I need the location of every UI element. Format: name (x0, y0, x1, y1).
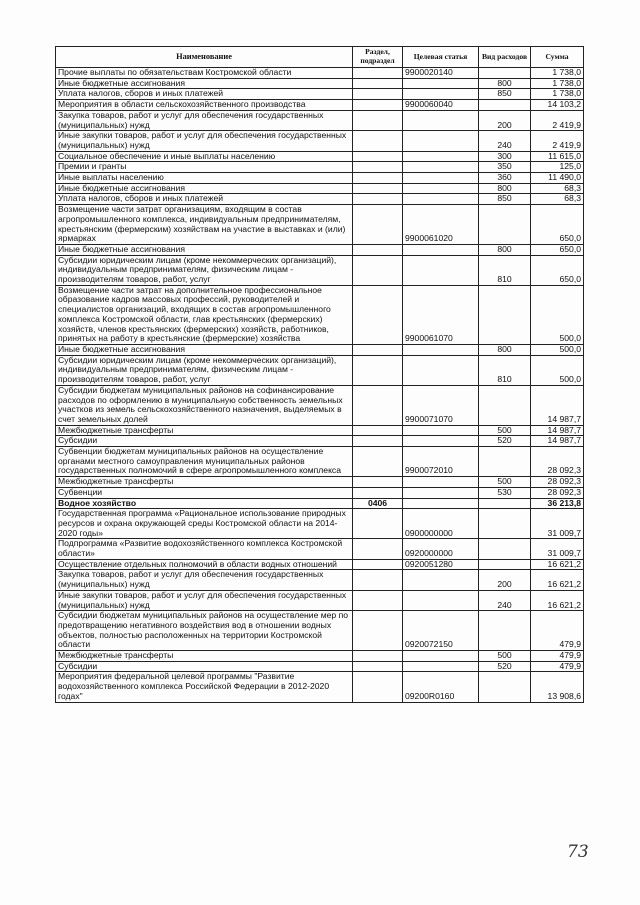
row-sum: 28 092,3 (531, 447, 584, 477)
table-row (56, 183, 584, 194)
row-section (353, 244, 403, 255)
table-row (56, 661, 584, 672)
table-row (56, 509, 584, 539)
row-expense-type: 810 (479, 355, 531, 385)
row-expense-type: 800 (479, 183, 531, 194)
row-name: Уплата налогов, сборов и иных платежей (56, 194, 353, 205)
row-sum: 479,9 (531, 611, 584, 651)
row-section (353, 89, 403, 100)
row-section (353, 570, 403, 590)
row-name: Межбюджетные трансферты (56, 477, 353, 488)
table-row (56, 559, 584, 570)
row-target (403, 131, 479, 151)
row-section (353, 651, 403, 662)
row-target (403, 425, 479, 436)
row-name: Субсидии (56, 661, 353, 672)
row-section (353, 183, 403, 194)
row-expense-type: 800 (479, 78, 531, 89)
row-section (353, 194, 403, 205)
row-section: 0406 (353, 498, 403, 509)
table-row (56, 436, 584, 447)
row-section (353, 78, 403, 89)
row-expense-type: 240 (479, 590, 531, 610)
table-row (56, 78, 584, 89)
table-row (56, 539, 584, 559)
row-expense-type: 240 (479, 131, 531, 151)
row-target (403, 661, 479, 672)
row-section (353, 611, 403, 651)
row-target (403, 183, 479, 194)
row-section (353, 344, 403, 355)
row-section (353, 436, 403, 447)
row-section (353, 559, 403, 570)
row-name: Иные закупки товаров, работ и услуг для обеспечения государственных (муниципальных) нужд (56, 131, 353, 151)
row-target (403, 89, 479, 100)
row-name: Социальное обеспечение и иные выплаты населению (56, 151, 353, 162)
row-name: Иные бюджетные ассигнования (56, 78, 353, 89)
row-section (353, 355, 403, 385)
row-sum: 479,9 (531, 651, 584, 662)
row-section (353, 68, 403, 79)
table-row (56, 173, 584, 184)
row-target: 09200R0160 (403, 672, 479, 702)
table-row (56, 651, 584, 662)
row-sum: 11 615,0 (531, 151, 584, 162)
header-expense-type: Вид расходов (479, 47, 531, 68)
table-row (56, 151, 584, 162)
row-target: 0920051280 (403, 559, 479, 570)
row-sum: 31 009,7 (531, 539, 584, 559)
row-expense-type (479, 285, 531, 344)
row-expense-type: 200 (479, 110, 531, 130)
row-name: Иные бюджетные ассигнования (56, 344, 353, 355)
row-section (353, 173, 403, 184)
table-row (56, 672, 584, 702)
table-row (56, 285, 584, 344)
row-target (403, 590, 479, 610)
row-target (403, 498, 479, 509)
row-sum: 14 103,2 (531, 100, 584, 111)
row-sum: 2 419,9 (531, 110, 584, 130)
table-row (56, 385, 584, 425)
row-name: Водное хозяйство (56, 498, 353, 509)
table-row (56, 355, 584, 385)
row-sum: 14 987,7 (531, 385, 584, 425)
row-section (353, 285, 403, 344)
row-expense-type: 500 (479, 651, 531, 662)
row-target: 0900000000 (403, 509, 479, 539)
row-section (353, 590, 403, 610)
row-target (403, 244, 479, 255)
table-row (56, 344, 584, 355)
row-target (403, 355, 479, 385)
row-expense-type: 300 (479, 151, 531, 162)
row-sum: 1 738,0 (531, 89, 584, 100)
row-target (403, 477, 479, 488)
row-name: Мероприятия в области сельскохозяйственного производства (56, 100, 353, 111)
table-row (56, 255, 584, 285)
row-section (353, 162, 403, 173)
row-name: Государственная программа «Рациональное использование природных ресурсов и охрана окружающей среды Костромской области на 2014-2020 годы» (56, 509, 353, 539)
row-section (353, 151, 403, 162)
row-sum: 1 738,0 (531, 78, 584, 89)
row-expense-type (479, 205, 531, 245)
row-name: Субсидии бюджетам муниципальных районов на осуществление мер по предотвращению негативного воздействия вод в отношении водных объектов, полностью расположенных на территории Костромской области (56, 611, 353, 651)
row-target (403, 651, 479, 662)
row-expense-type: 800 (479, 344, 531, 355)
row-name: Возмещение части затрат на дополнительное профессиональное образование кадров массовых профессий, руководителей и специалистов организаций, входящих в состав агропромышленного комплекса Костромской области, глав крестьянских (фермерских) хозяйств, членов крестьянских (фермерских) хозяйств, работников, принятых на работу в крестьянские (фермерские) хозяйства (56, 285, 353, 344)
row-section (353, 425, 403, 436)
row-name: Возмещение части затрат организациям, входящим в состав агропромышленного комплекса, индивидуальным предпринимателям, крестьянским (фермерским) хозяйствам на участие в выставках и (или) ярмарках (56, 205, 353, 245)
table-row (56, 611, 584, 651)
row-target (403, 151, 479, 162)
row-section (353, 110, 403, 130)
table-row (56, 131, 584, 151)
header-name: Наименование (56, 47, 353, 68)
row-target (403, 255, 479, 285)
table-row (56, 498, 584, 509)
row-sum: 31 009,7 (531, 509, 584, 539)
row-name: Иные бюджетные ассигнования (56, 244, 353, 255)
table-row (56, 110, 584, 130)
row-sum: 650,0 (531, 205, 584, 245)
row-name: Субсидии бюджетам муниципальных районов на софинансирование расходов по оформлению в муниципальную собственность земельных участков из земель сельскохозяйственного назначения, выделяемых в счет земельных долей (56, 385, 353, 425)
row-section (353, 100, 403, 111)
row-expense-type (479, 611, 531, 651)
row-section (353, 672, 403, 702)
row-sum: 2 419,9 (531, 131, 584, 151)
row-sum: 479,9 (531, 661, 584, 672)
table-row (56, 244, 584, 255)
row-sum: 13 908,6 (531, 672, 584, 702)
row-expense-type: 500 (479, 477, 531, 488)
row-sum: 28 092,3 (531, 477, 584, 488)
row-sum: 68,3 (531, 194, 584, 205)
row-name: Мероприятия федеральной целевой программы "Развитие водохозяйственного комплекса Российской Федерации в 2012-2020 годах" (56, 672, 353, 702)
row-target (403, 344, 479, 355)
table-header-row (56, 47, 584, 68)
row-target (403, 487, 479, 498)
row-expense-type: 810 (479, 255, 531, 285)
row-name: Закупка товаров, работ и услуг для обеспечения государственных (муниципальных) нужд (56, 570, 353, 590)
row-sum: 14 987,7 (531, 425, 584, 436)
row-expense-type: 520 (479, 436, 531, 447)
row-name: Межбюджетные трансферты (56, 651, 353, 662)
row-sum: 28 092,3 (531, 487, 584, 498)
row-name: Осуществление отдельных полномочий в области водных отношений (56, 559, 353, 570)
row-sum: 125,0 (531, 162, 584, 173)
row-name: Субвенции (56, 487, 353, 498)
row-expense-type (479, 539, 531, 559)
row-sum: 500,0 (531, 285, 584, 344)
row-name: Уплата налогов, сборов и иных платежей (56, 89, 353, 100)
row-target (403, 78, 479, 89)
row-name: Субвенции бюджетам муниципальных районов на осуществление органами местного самоуправления муниципальных районов государственных полномочий в сфере агропромышленного комплекса (56, 447, 353, 477)
table-row (56, 425, 584, 436)
header-target: Целевая статья (403, 47, 479, 68)
row-target: 9900060040 (403, 100, 479, 111)
row-sum: 16 621,2 (531, 590, 584, 610)
row-expense-type (479, 498, 531, 509)
row-expense-type: 850 (479, 89, 531, 100)
row-expense-type (479, 447, 531, 477)
row-target: 9900061070 (403, 285, 479, 344)
table-row (56, 570, 584, 590)
table-row (56, 100, 584, 111)
table-row (56, 590, 584, 610)
row-sum: 1 738,0 (531, 68, 584, 79)
row-expense-type: 350 (479, 162, 531, 173)
row-expense-type (479, 68, 531, 79)
row-target: 9900020140 (403, 68, 479, 79)
row-target: 0920000000 (403, 539, 479, 559)
row-section (353, 447, 403, 477)
row-expense-type: 530 (479, 487, 531, 498)
row-name: Иные закупки товаров, работ и услуг для обеспечения государственных (муниципальных) нужд (56, 590, 353, 610)
row-name: Иные выплаты населению (56, 173, 353, 184)
row-section (353, 477, 403, 488)
row-target (403, 162, 479, 173)
row-expense-type (479, 559, 531, 570)
row-sum: 11 490,0 (531, 173, 584, 184)
row-sum: 650,0 (531, 255, 584, 285)
row-sum: 500,0 (531, 344, 584, 355)
row-section (353, 487, 403, 498)
row-expense-type (479, 509, 531, 539)
row-sum: 650,0 (531, 244, 584, 255)
row-section (353, 205, 403, 245)
row-name: Закупка товаров, работ и услуг для обеспечения государственных (муниципальных) нужд (56, 110, 353, 130)
table-row (56, 205, 584, 245)
row-name: Подпрограмма «Развитие водохозяйственного комплекса Костромской области» (56, 539, 353, 559)
table-row (56, 68, 584, 79)
row-target: 9900061020 (403, 205, 479, 245)
row-expense-type: 200 (479, 570, 531, 590)
header-section: Раздел, подраздел (353, 47, 403, 68)
row-target (403, 436, 479, 447)
row-name: Иные бюджетные ассигнования (56, 183, 353, 194)
row-sum: 16 621,2 (531, 570, 584, 590)
table-row (56, 477, 584, 488)
table-row (56, 89, 584, 100)
row-expense-type: 800 (479, 244, 531, 255)
header-sum: Сумма (531, 47, 584, 68)
row-name: Субсидии юридическим лицам (кроме некоммерческих организаций), индивидуальным предпринимателям, физическим лицам - производителям товаров, работ, услуг (56, 355, 353, 385)
row-expense-type (479, 672, 531, 702)
row-sum: 14 987,7 (531, 436, 584, 447)
row-target: 0920072150 (403, 611, 479, 651)
row-name: Прочие выплаты по обязательствам Костромской области (56, 68, 353, 79)
row-target: 9900071070 (403, 385, 479, 425)
row-name: Премии и гранты (56, 162, 353, 173)
row-section (353, 661, 403, 672)
table-row (56, 447, 584, 477)
budget-table (55, 46, 584, 703)
row-target (403, 194, 479, 205)
page-number: 73 (567, 842, 589, 862)
row-section (353, 385, 403, 425)
row-name: Субсидии юридическим лицам (кроме некоммерческих организаций), индивидуальным предпринимателям, физическим лицам - производителям товаров, работ, услуг (56, 255, 353, 285)
table-row (56, 194, 584, 205)
row-target: 9900072010 (403, 447, 479, 477)
table-row (56, 487, 584, 498)
row-sum: 36 213,8 (531, 498, 584, 509)
row-expense-type: 360 (479, 173, 531, 184)
row-target (403, 570, 479, 590)
row-target (403, 110, 479, 130)
row-expense-type: 520 (479, 661, 531, 672)
row-target (403, 173, 479, 184)
row-sum: 68,3 (531, 183, 584, 194)
row-sum: 500,0 (531, 355, 584, 385)
row-expense-type: 850 (479, 194, 531, 205)
row-expense-type (479, 100, 531, 111)
row-name: Субсидии (56, 436, 353, 447)
row-sum: 16 621,2 (531, 559, 584, 570)
row-name: Межбюджетные трансферты (56, 425, 353, 436)
table-row (56, 162, 584, 173)
row-section (353, 509, 403, 539)
row-expense-type (479, 385, 531, 425)
row-section (353, 255, 403, 285)
row-section (353, 131, 403, 151)
row-section (353, 539, 403, 559)
row-expense-type: 500 (479, 425, 531, 436)
